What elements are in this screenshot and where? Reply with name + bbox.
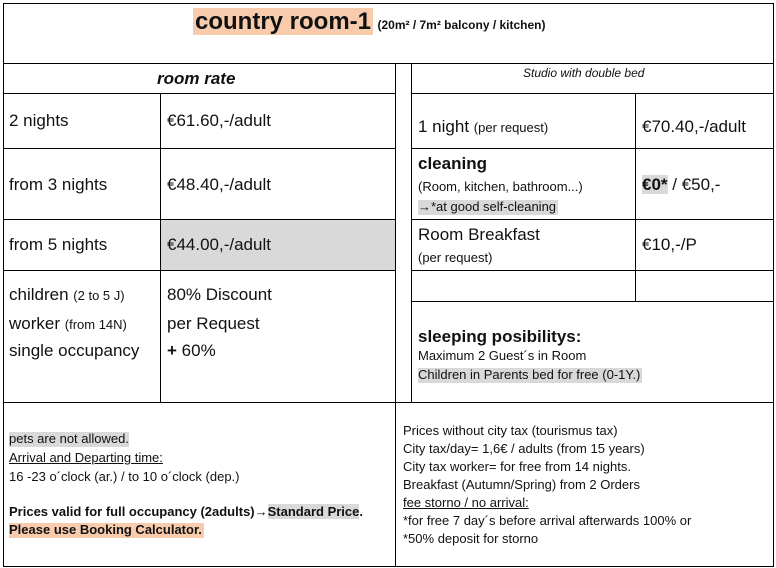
cleaning-price (642, 175, 720, 195)
sleeping-max: Maximum 2 Guest´s in Room (418, 348, 587, 363)
rate-price-5-nights: €44.00,-/adult (167, 235, 271, 254)
page-header (193, 8, 546, 36)
line-left-col-split (160, 93, 161, 403)
storno-title: fee storno / no arrival: (403, 495, 529, 510)
line-right-heading (411, 93, 774, 94)
children-label: children (9, 285, 69, 304)
border-bottom (3, 566, 774, 567)
prices-valid-line (9, 505, 363, 520)
children-value: 80% Discount (167, 285, 272, 304)
one-night-line (418, 117, 548, 137)
pets-notice: pets are not allowed. (9, 431, 129, 446)
worker-line (9, 314, 127, 334)
cleaning-price-free: €0* (642, 175, 668, 194)
rate-label-5-nights: from 5 nights (9, 235, 108, 254)
prices-valid: Prices valid for full occupancy (2adults) (9, 504, 255, 519)
rate-price-3-nights: €48.40,-/adult (167, 175, 271, 194)
period: . (359, 504, 364, 519)
page-title: country room-1 (195, 8, 372, 35)
plus-sign: + (167, 341, 177, 360)
one-night-label: 1 night (418, 117, 470, 136)
single-occupancy-percent: 60% (181, 341, 216, 360)
storno-line-1: *for free 7 day´s before arrival afterwards 100% or (403, 513, 692, 528)
breakfast-note: (per request) (418, 250, 493, 265)
page-subtitle: (20m² / 7m² balcony / kitchen) (377, 18, 546, 32)
rate-price-2-nights: €61.60,-/adult (167, 111, 271, 130)
border-top (3, 3, 774, 4)
line-left-row3 (3, 270, 395, 271)
line-mid-right (411, 63, 412, 403)
cleaning-hint: *at good self-cleaning (431, 199, 557, 214)
line-right-row1 (411, 148, 774, 149)
arrival-title: Arrival and Departing time: (9, 450, 163, 465)
line-footer-top (3, 402, 774, 403)
sleeping-title: sleeping posibilitys: (418, 327, 582, 346)
cleaning-title: cleaning (418, 154, 487, 173)
cleaning-hint-line (418, 200, 558, 215)
children-note: (2 to 5 J) (73, 288, 125, 303)
standard-price: Standard Price (267, 504, 360, 519)
border-right (773, 3, 774, 567)
line-left-row2 (3, 219, 395, 220)
line-right-col-split (635, 93, 636, 302)
arrow-icon: → (254, 504, 268, 519)
sleeping-children: Children in Parents bed for free (0-1Y.) (418, 367, 641, 382)
breakfast-title: Room Breakfast (418, 225, 540, 244)
one-night-note: (per request) (473, 120, 549, 135)
tax-line-3: City tax worker= for free from 14 nights. (403, 459, 631, 474)
line-right-row2 (411, 219, 774, 220)
one-night-price: €70.40,-/adult (642, 117, 746, 136)
rate-label-2-nights: 2 nights (9, 111, 69, 130)
tax-line-4: Breakfast (Autumn/Spring) from 2 Orders (403, 477, 640, 492)
line-left-heading (3, 93, 395, 94)
worker-value: per Request (167, 314, 260, 333)
cleaning-detail: (Room, kitchen, bathroom...) (418, 179, 583, 194)
children-line (9, 285, 125, 305)
line-mid-left (395, 63, 396, 567)
tax-line-1: Prices without city tax (tourismus tax) (403, 423, 618, 438)
storno-line-2: *50% deposit for storno (403, 531, 539, 546)
line-right-row4 (411, 301, 774, 302)
single-occupancy-value (167, 341, 216, 361)
line-header-bottom (3, 63, 774, 64)
room-rate-heading: room rate (157, 69, 236, 88)
worker-note: (from 14N) (64, 317, 127, 332)
booking-calculator-note: Please use Booking Calculator. (9, 522, 202, 537)
border-left (3, 3, 4, 567)
line-right-row3 (411, 270, 774, 271)
arrival-times: 16 -23 o´clock (ar.) / to 10 o´clock (dep.) (9, 469, 240, 484)
rate-label-3-nights: from 3 nights (9, 175, 108, 194)
breakfast-price: €10,-/P (642, 235, 697, 254)
worker-label: worker (9, 314, 61, 333)
tax-line-2: City tax/day= 1,6€ / adults (from 15 years) (403, 441, 645, 456)
studio-heading: Studio with double bed (523, 66, 645, 80)
arrow-icon: → (418, 199, 431, 214)
line-left-row1 (3, 148, 395, 149)
cleaning-price-rest: / €50,- (672, 175, 721, 194)
single-occupancy-label: single occupancy (9, 341, 140, 360)
